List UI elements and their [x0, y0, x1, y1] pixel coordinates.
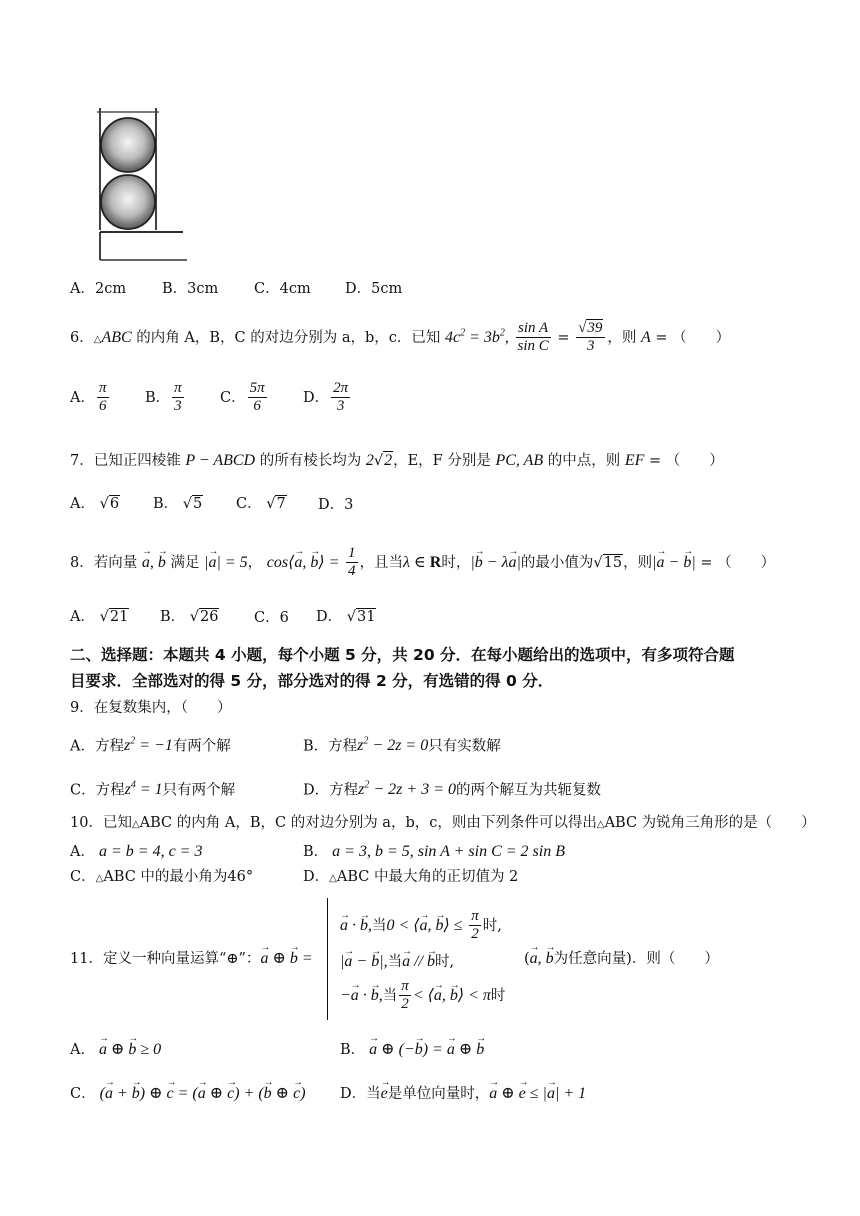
q11-note: (→ a, → b为任意向量)．则（ ） — [524, 949, 719, 968]
two-balls-figure — [95, 100, 190, 270]
piecewise-brace — [327, 898, 338, 1020]
q11-stem: 11．定义一种向量运算“⊕”：→ a ⊕ → b = — [70, 949, 313, 968]
q11-option-d: D．当→ e是单位向量时，→ a ⊕ → e ≤ |→ a| + 1 — [340, 1084, 586, 1103]
q10-option-d: D．△ABC 中最大角的正切值为 2 — [303, 869, 519, 885]
q7-stem: 7．已知正四棱锥 P − ABCD 的所有棱长均为 2√2，E，F 分别是 PC, AB 的中点，则 EF = （ ） — [70, 452, 724, 469]
q7-option-c: C． √7 — [236, 496, 286, 512]
q6-stem: 6．△ABC 的内角 A，B，C 的对边分别为 a，b，c．已知 $4c^2 = 3b^2$, $\frac{\text{sin A}}{\text{sin C}}$ = $\frac{√39}{3}$ ，则 A = （ ） — [70, 320, 731, 355]
q8-option-d: D． √31 — [316, 609, 376, 625]
section2-heading-line2: 目要求．全部选对的得 5 分，部分选对的得 2 分，有选错的得 0 分． — [70, 672, 554, 690]
q5-option-d: D．5cm — [345, 281, 403, 297]
q10-option-c: C．△ABC 中的最小角为46° — [70, 869, 254, 885]
q10-option-b: B． a = 3, b = 5, sin A + sin C = 2 sin B — [303, 843, 565, 860]
q9-option-c: C．方程$z^4 = 1$只有两个解 — [70, 780, 236, 799]
q8-option-a: A． √21 — [70, 609, 129, 625]
piecewise-case-3: −→ a · → b,当 $\frac{\pi}{2}$ < ⟨→ a, → b⟩ < π时 — [340, 978, 505, 1014]
q11-option-a: A． → a ⊕ → b ≥ 0 — [70, 1040, 161, 1059]
q5-option-b: B．3cm — [162, 281, 219, 297]
q8-option-c: C．6 — [254, 610, 289, 626]
q7-option-a: A． √6 — [70, 496, 120, 512]
q7-option-b: B． √5 — [153, 496, 203, 512]
q6-option-a: A． $\frac{\pi}{6}$ — [70, 380, 107, 415]
q6-option-c: C． $\frac{5\pi}{6}$ — [220, 380, 265, 415]
q5-option-a: A．2cm — [70, 281, 127, 297]
section2-heading-line1: 二、选择题：本题共 4 小题，每个小题 5 分，共 20 分．在每小题给出的选项中，有多项符合题 — [70, 646, 735, 664]
q11-option-c: C． (→ a + → b) ⊕ → c = (→ a ⊕ → c) + (→ b ⊕ → c) — [70, 1084, 306, 1103]
q9-stem: 9．在复数集内，（ ） — [70, 700, 232, 716]
q9-option-a: A．方程$z^2 = -1$有两个解 — [70, 736, 231, 755]
q7-option-d: D．3 — [318, 497, 354, 513]
q5-option-c: C．4cm — [254, 281, 311, 297]
q8-option-b: B． √26 — [160, 609, 219, 625]
piecewise-case-1: → a · → b,当0 < ⟨→ a, → b⟩ ≤ $\frac{\pi}{2}$ 时, — [340, 908, 502, 944]
q11-option-b: B． → a ⊕ (−→ b) = → a ⊕ → b — [340, 1040, 484, 1059]
q9-option-d: D．方程$z^2 - 2z + 3 = 0$的两个解互为共轭复数 — [303, 780, 601, 799]
piecewise-case-2: |→ a − → b|,当→ a // → b时, — [340, 950, 454, 971]
q6-option-b: B． $\frac{\pi}{3}$ — [145, 380, 182, 415]
q10-stem: 10．已知△ABC 的内角 A，B，C 的对边分别为 a，b，c，则由下列条件可以得出△ABC 为锐角三角形的是（ ） — [70, 815, 816, 831]
q8-stem: 8．若向量 → a, → b 满足 |→ a| = 5， cos⟨→ a, → b⟩ = $\frac{1}{4}$ ，且当λ ∈ R时，|→ b − λ→ a|的最小值为√15，则|→ a − → b| = （ ） — [70, 545, 775, 581]
q9-option-b: B．方程$z^2 - 2z = 0$只有实数解 — [303, 736, 501, 755]
q10-option-a: A． a = b = 4, c = 3 — [70, 843, 203, 860]
q6-option-d: D． $\frac{2\pi}{3}$ — [303, 380, 349, 415]
